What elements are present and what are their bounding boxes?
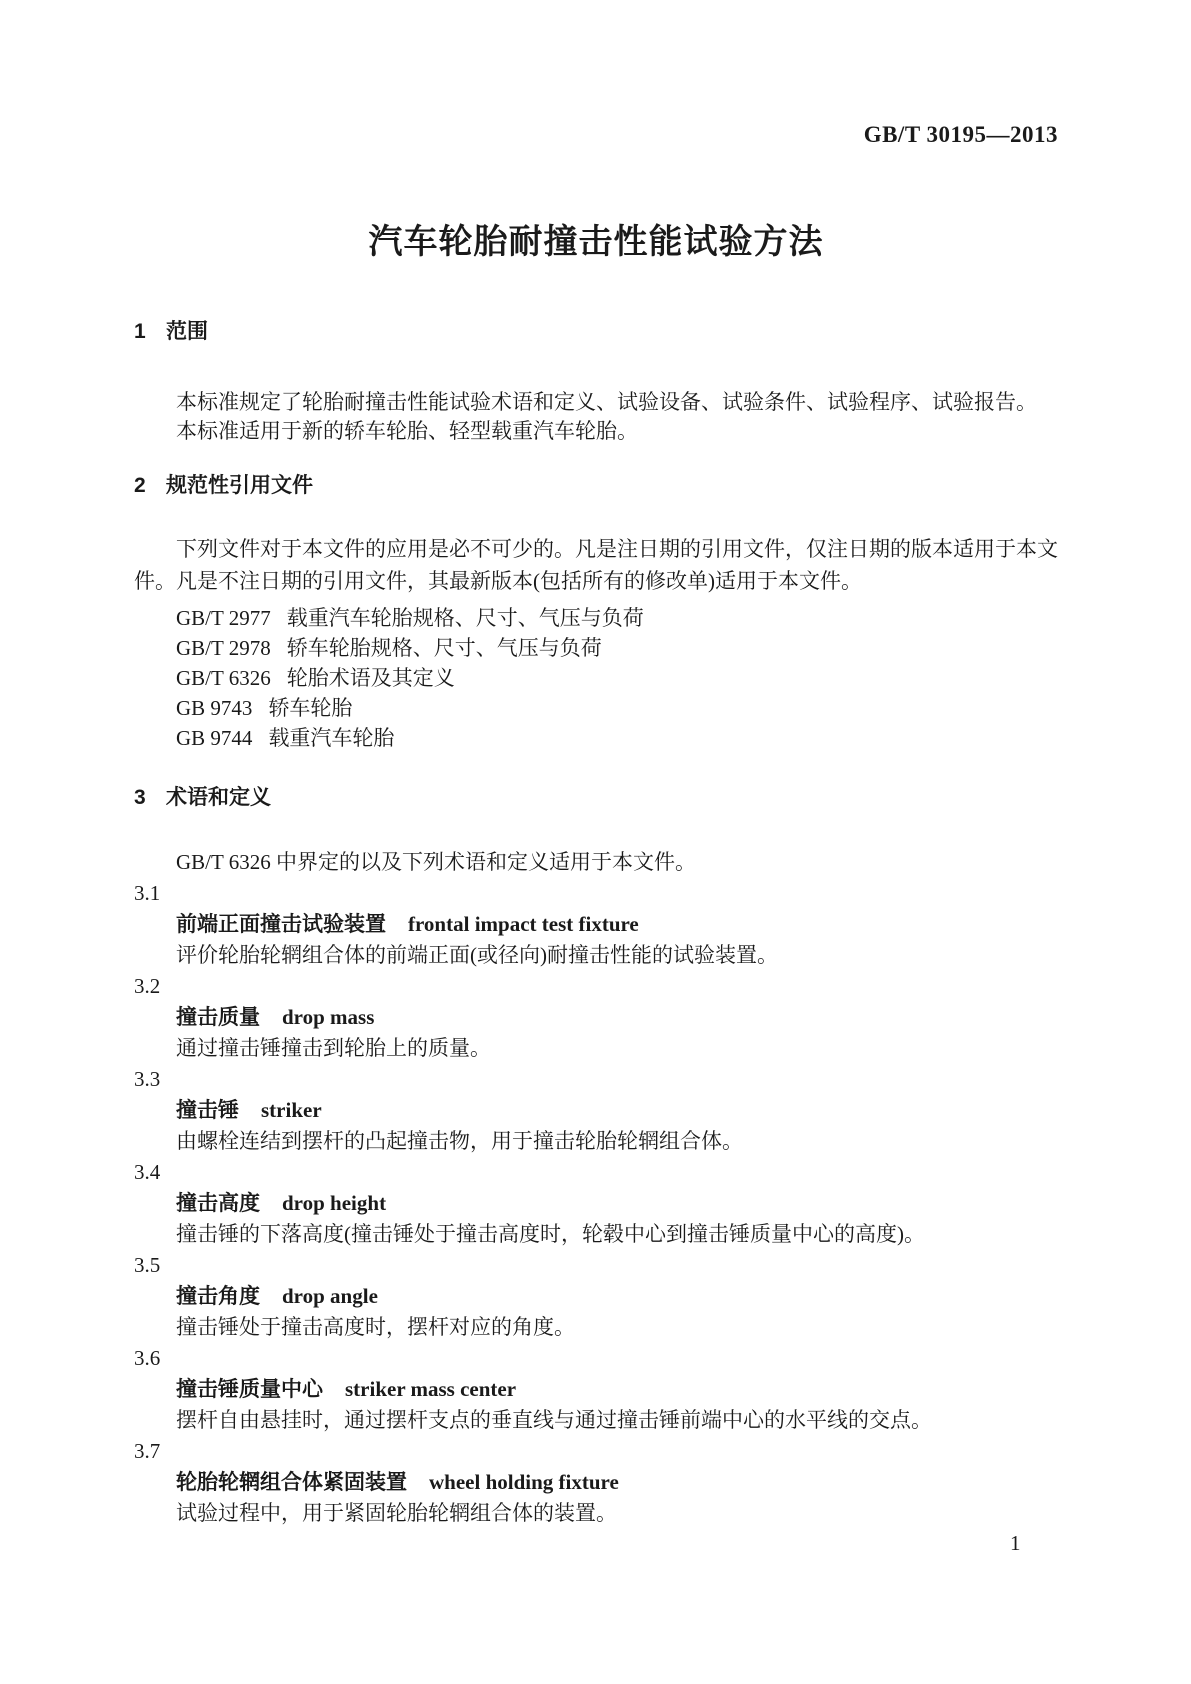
section-title: 范围	[166, 320, 208, 343]
term-name	[134, 909, 1058, 940]
reference-code: GB 9743	[176, 696, 253, 720]
reference-code: GB/T 6326	[176, 666, 271, 690]
reference-code: GB 9744	[176, 726, 253, 750]
term-number: 3.4	[134, 1160, 161, 1184]
term-name-en: frontal impact test fixture	[408, 912, 639, 936]
term-number: 3.7	[134, 1439, 161, 1463]
term-name-zh: 撞击高度	[176, 1192, 260, 1215]
term-number: 3.6	[134, 1346, 161, 1370]
section-number: 2	[134, 474, 146, 497]
term-definition: 评价轮胎轮辋组合体的前端正面(或径向)耐撞击性能的试验装置。	[176, 943, 778, 967]
term-definition: 撞击锤的下落高度(撞击锤处于撞击高度时，轮毂中心到撞击锤质量中心的高度)。	[176, 1222, 925, 1246]
term-number: 3.5	[134, 1253, 161, 1277]
term-number: 3.1	[134, 881, 161, 905]
term-name	[134, 1002, 1058, 1033]
section-number: 3	[134, 786, 146, 809]
reference-item	[134, 603, 1058, 633]
section-number: 1	[134, 320, 146, 343]
reference-item	[134, 723, 1058, 753]
term-name	[134, 1188, 1058, 1219]
reference-list	[134, 603, 1058, 753]
term-item	[134, 878, 1058, 971]
term-number: 3.3	[134, 1067, 161, 1091]
term-number: 3.2	[134, 974, 161, 998]
term-item	[134, 1436, 1058, 1529]
section-title: 术语和定义	[166, 786, 271, 809]
term-name-en: drop angle	[282, 1284, 378, 1308]
section-title: 规范性引用文件	[166, 474, 313, 497]
reference-item	[134, 693, 1058, 723]
term-definition: 撞击锤处于撞击高度时，摆杆对应的角度。	[176, 1315, 575, 1339]
page-number: 1	[1010, 1531, 1021, 1555]
term-name	[134, 1095, 1058, 1126]
term-definition: 由螺栓连结到摆杆的凸起撞击物，用于撞击轮胎轮辋组合体。	[176, 1129, 743, 1153]
section-1-heading	[134, 316, 1058, 347]
term-name-en: wheel holding fixture	[429, 1470, 619, 1494]
term-definition: 摆杆自由悬挂时，通过摆杆支点的垂直线与通过撞击锤前端中心的水平线的交点。	[176, 1408, 932, 1432]
term-name-zh: 前端正面撞击试验装置	[176, 913, 386, 936]
reference-code: GB/T 2977	[176, 606, 271, 630]
term-name-zh: 轮胎轮辋组合体紧固装置	[176, 1471, 407, 1494]
term-item	[134, 1343, 1058, 1436]
term-name-zh: 撞击锤质量中心	[176, 1378, 323, 1401]
term-name-en: striker mass center	[345, 1377, 517, 1401]
section-2-heading	[134, 470, 1058, 501]
term-name	[134, 1281, 1058, 1312]
term-name	[134, 1467, 1058, 1498]
term-name-zh: 撞击锤	[176, 1099, 239, 1122]
term-name-zh: 撞击质量	[176, 1006, 260, 1029]
term-definition: 通过撞击锤撞击到轮胎上的质量。	[176, 1036, 491, 1060]
term-item	[134, 971, 1058, 1064]
reference-title: 轿车轮胎规格、尺寸、气压与负荷	[286, 636, 602, 660]
reference-title: 载重汽车轮胎规格、尺寸、气压与负荷	[286, 606, 644, 630]
reference-title: 轮胎术语及其定义	[286, 666, 455, 690]
scope-paragraph-2: 本标准适用于新的轿车轮胎、轻型载重汽车轮胎。	[176, 419, 638, 443]
terms-and-definitions	[134, 878, 1058, 1529]
reference-item	[134, 663, 1058, 693]
reference-title: 轿车轮胎	[268, 696, 353, 720]
term-name	[134, 1374, 1058, 1405]
section-3-heading	[134, 782, 1058, 813]
reference-item	[134, 633, 1058, 663]
document-title: 汽车轮胎耐撞击性能试验方法	[368, 223, 824, 261]
term-item	[134, 1157, 1058, 1250]
term-name-zh: 撞击角度	[176, 1285, 260, 1308]
term-name-en: striker	[261, 1098, 322, 1122]
term-name-en: drop height	[282, 1191, 387, 1215]
standard-number: GB/T 30195—2013	[863, 122, 1058, 147]
normative-references-paragraph: 下列文件对于本文件的应用是必不可少的。凡是注日期的引用文件，仅注日期的版本适用于本文件。凡是不注日期的引用文件，其最新版本(包括所有的修改单)适用于本文件。	[134, 537, 1058, 593]
term-definition: 试验过程中，用于紧固轮胎轮辋组合体的装置。	[176, 1501, 617, 1525]
term-item	[134, 1064, 1058, 1157]
reference-code: GB/T 2978	[176, 636, 271, 660]
terms-intro-paragraph: GB/T 6326 中界定的以及下列术语和定义适用于本文件。	[176, 850, 696, 874]
scope-paragraph-1: 本标准规定了轮胎耐撞击性能试验术语和定义、试验设备、试验条件、试验程序、试验报告。	[176, 390, 1037, 414]
term-name-en: drop mass	[282, 1005, 375, 1029]
reference-title: 载重汽车轮胎	[268, 726, 395, 750]
term-item	[134, 1250, 1058, 1343]
